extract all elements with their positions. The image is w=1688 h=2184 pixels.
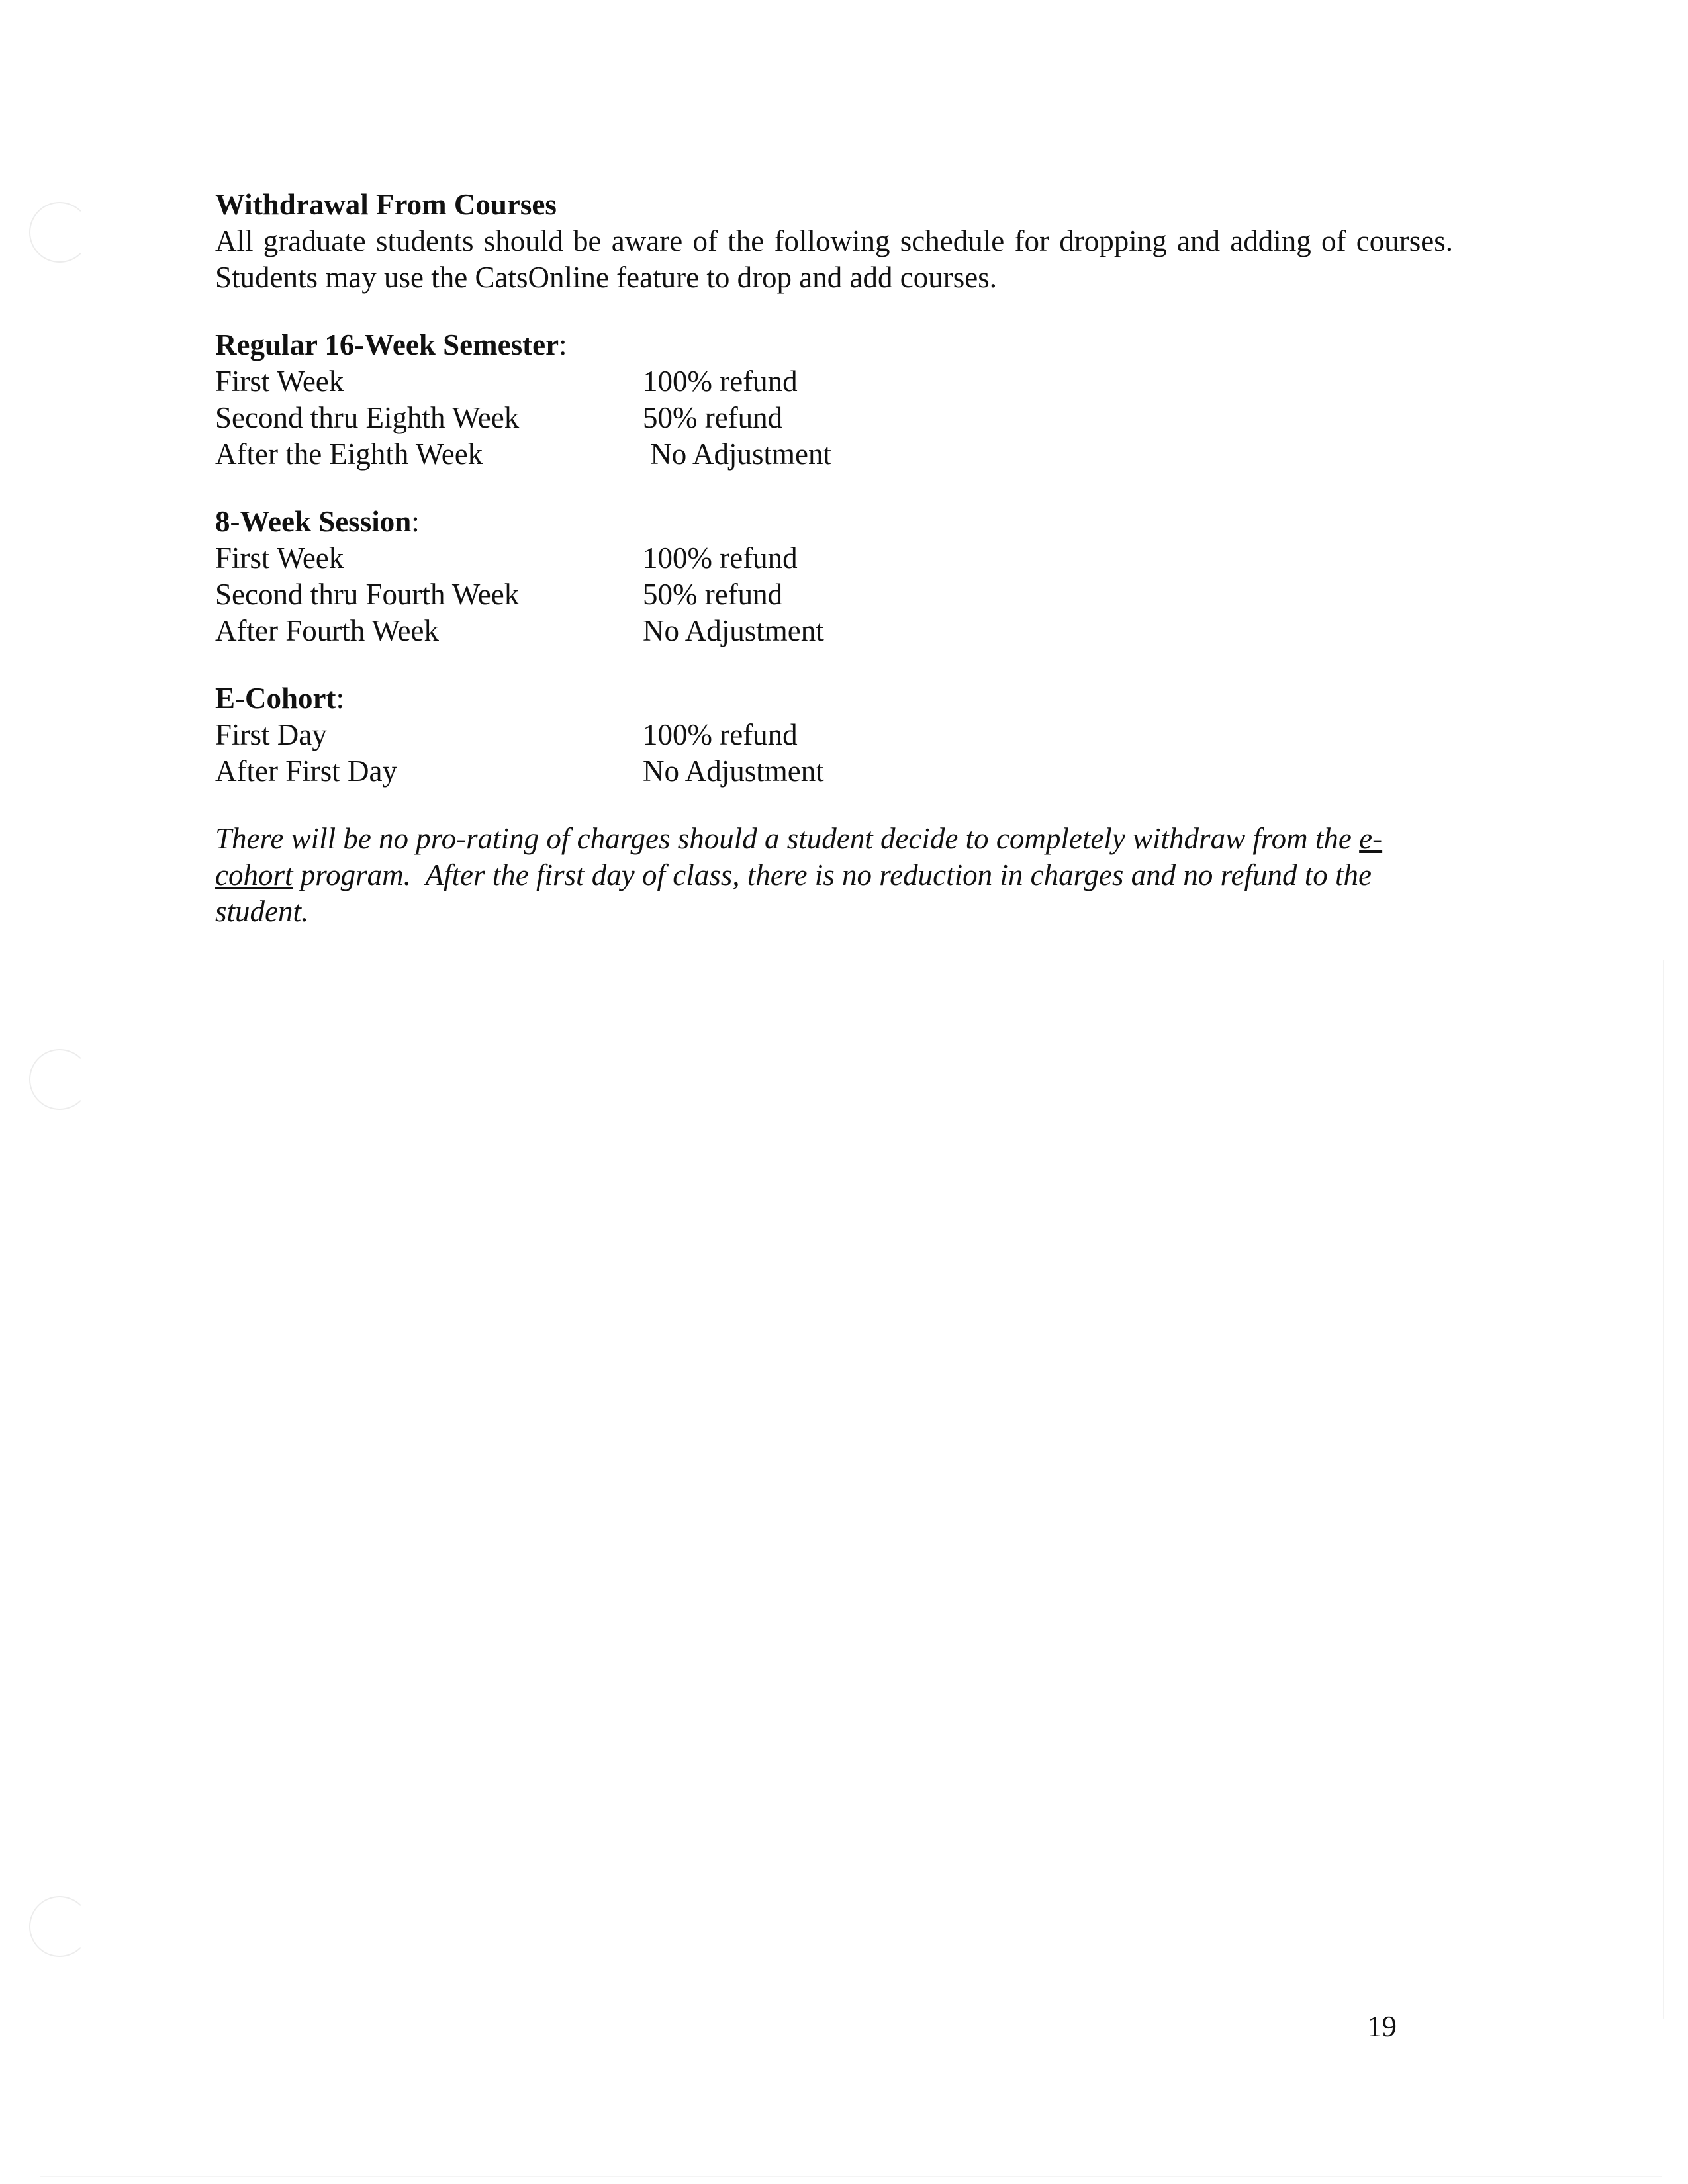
- schedule-refund: 50% refund: [643, 401, 783, 434]
- schedule-e-cohort: [215, 680, 1453, 790]
- schedule-regular-semester: [215, 327, 1453, 473]
- note-underlined-term: e-cohort: [215, 822, 1383, 891]
- schedule-title: [215, 680, 1453, 717]
- schedule-refund: No Adjustment: [643, 754, 824, 788]
- schedule-row: [215, 363, 1453, 400]
- punch-hole-top: [29, 202, 90, 263]
- schedule-refund: 100% refund: [643, 718, 798, 751]
- schedule-period: First Week: [215, 365, 344, 398]
- note-text-start: There will be no pro-rating of charges should a student decide to completely withdraw from the: [215, 822, 1360, 855]
- punch-hole-bottom: [29, 1896, 90, 1957]
- schedule-period: After First Day: [215, 754, 397, 788]
- schedule-refund: No Adjustment: [643, 437, 832, 471]
- schedule-period: First Week: [215, 541, 344, 574]
- schedule-refund: 50% refund: [643, 578, 783, 611]
- schedule-title: [215, 504, 1453, 540]
- schedule-row: [215, 436, 1453, 473]
- schedule-row: [215, 540, 1453, 576]
- schedule-period: After Fourth Week: [215, 614, 439, 647]
- schedule-period: First Day: [215, 718, 327, 751]
- schedule-row: [215, 400, 1453, 436]
- schedule-title-colon: :: [336, 682, 344, 715]
- scan-edge-line: [1663, 960, 1664, 2019]
- punch-hole-middle: [29, 1049, 90, 1110]
- schedule-title-text: E-Cohort: [215, 682, 336, 715]
- schedule-8-week-session: [215, 504, 1453, 649]
- schedule-title-colon: :: [559, 328, 567, 361]
- schedule-refund: 100% refund: [643, 365, 798, 398]
- note-text-end: program. After the first day of class, there is no reduction in charges and no refund to the student.: [215, 858, 1380, 928]
- page-number: 19: [1367, 2010, 1397, 2043]
- schedule-row: [215, 576, 1453, 613]
- document-body: [215, 187, 1453, 960]
- e-cohort-note: [215, 821, 1446, 930]
- schedule-refund: 100% refund: [643, 541, 798, 574]
- scan-bottom-line: [40, 2176, 1662, 2177]
- schedule-period: Second thru Fourth Week: [215, 578, 520, 611]
- schedule-row: [215, 717, 1453, 753]
- schedule-row: [215, 753, 1453, 790]
- section-heading: Withdrawal From Courses: [215, 188, 557, 221]
- schedule-period: Second thru Eighth Week: [215, 401, 520, 434]
- schedule-title-text: Regular 16-Week Semester: [215, 328, 559, 361]
- schedule-row: [215, 613, 1453, 649]
- schedule-period: After the Eighth Week: [215, 437, 483, 471]
- schedule-title-text: 8-Week Session: [215, 505, 412, 538]
- intro-paragraph: All graduate students should be aware of the following schedule for dropping and adding of courses. Students may use the CatsOnline feature to drop and add courses.: [215, 224, 1453, 294]
- schedule-title: [215, 327, 1453, 363]
- schedule-refund: No Adjustment: [643, 614, 824, 647]
- schedule-title-colon: :: [411, 505, 420, 538]
